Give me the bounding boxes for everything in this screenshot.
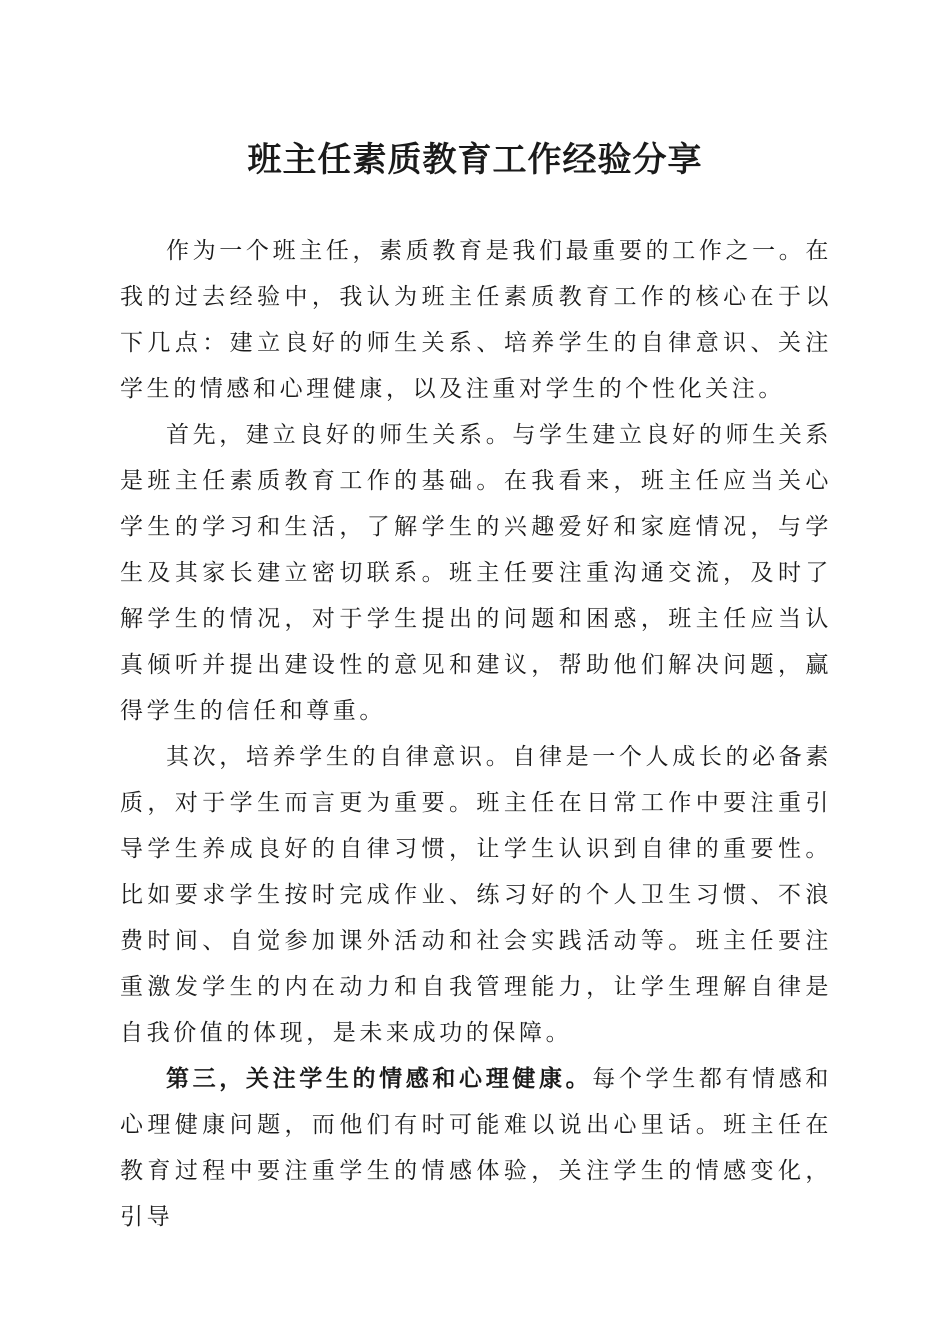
document-title: 班主任素质教育工作经验分享 xyxy=(247,140,703,180)
paragraph-second-point xyxy=(120,734,832,1056)
paragraph-first-point xyxy=(120,412,832,734)
paragraph-lead-bold: 第三，关注学生的情感和心理健康。 xyxy=(166,1065,593,1092)
paragraph-text: 作为一个班主任，素质教育是我们最重要的工作之一。在我的过去经验中，我认为班主任素质教育工作的核心在于以下几点：建立良好的师生关系、培养学生的自律意识、关注学生的情感和心理健康，以及注重对学生的个性化关注。 xyxy=(120,238,832,402)
paragraph-text: 首先，建立良好的师生关系。与学生建立良好的师生关系是班主任素质教育工作的基础。在我看来，班主任应当关心学生的学习和生活，了解学生的兴趣爱好和家庭情况，与学生及其家长建立密切联系。班主任要注重沟通交流，及时了解学生的情况，对于学生提出的问题和困惑，班主任应当认真倾听并提出建设性的意见和建议，帮助他们解决问题，赢得学生的信任和尊重。 xyxy=(120,422,832,724)
paragraph-text: 每个学生都有情感和心理健康问题，而他们有时可能难以说出心里话。班主任在教育过程中要注重学生的情感体验，关注学生的情感变化，引导 xyxy=(120,1066,832,1230)
document-body xyxy=(120,228,832,1240)
paragraph-text: 其次，培养学生的自律意识。自律是一个人成长的必备素质，对于学生而言更为重要。班主任在日常工作中要注重引导学生养成良好的自律习惯，让学生认识到自律的重要性。比如要求学生按时完成作业、练习好的个人卫生习惯、不浪费时间、自觉参加课外活动和社会实践活动等。班主任要注重激发学生的内在动力和自我管理能力，让学生理解自律是自我价值的体现，是未来成功的保障。 xyxy=(120,744,832,1046)
paragraph-intro xyxy=(120,228,832,412)
paragraph-third-point xyxy=(120,1056,832,1240)
